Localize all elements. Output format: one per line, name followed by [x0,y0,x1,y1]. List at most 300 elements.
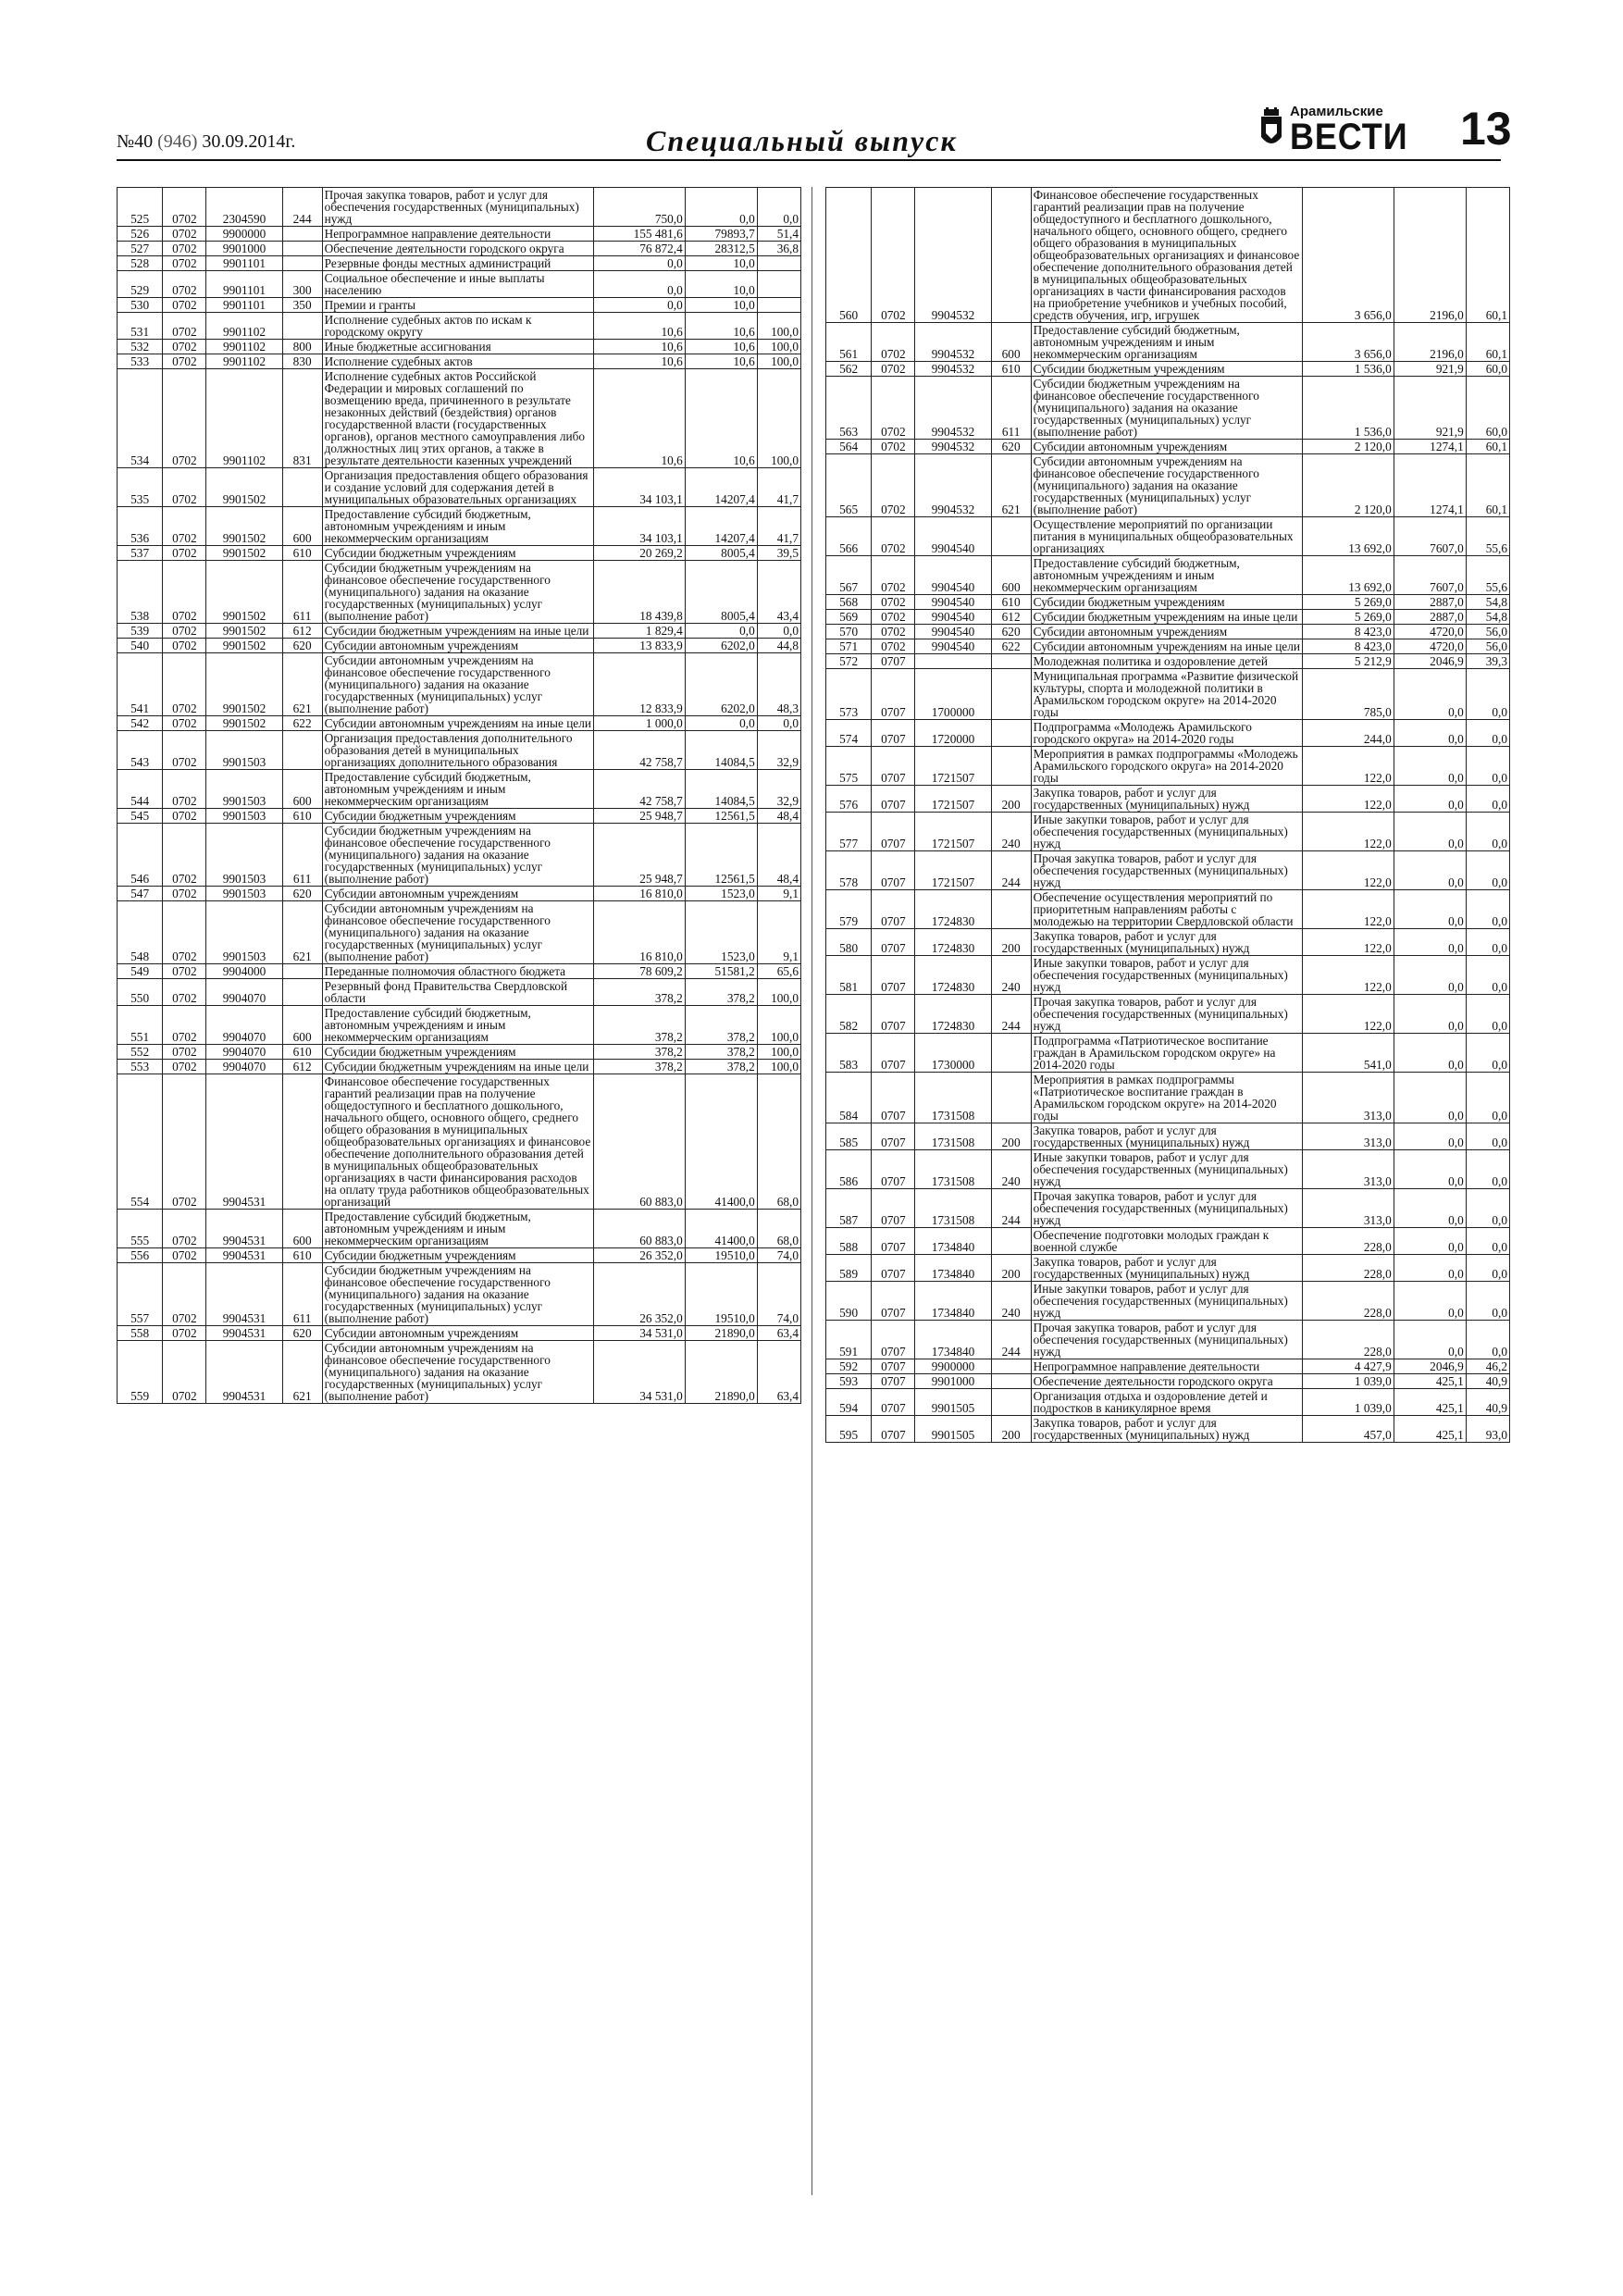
table-row [826,1034,1510,1073]
expense-type: 244 [991,1321,1031,1359]
plan-amount: 0,0 [594,256,686,271]
plan-amount: 34 531,0 [594,1326,686,1341]
table-row [118,639,801,653]
target-code: 9904532 [915,362,991,377]
table-row [826,720,1510,747]
execution-percent: 0,0 [1466,1073,1509,1123]
row-number: 558 [118,1326,163,1341]
table-row [826,747,1510,786]
item-name: Закупка товаров, работ и услуг для государственных (муниципальных) нужд [1031,786,1303,813]
executed-amount: 2196,0 [1394,188,1466,323]
row-number: 574 [826,720,872,747]
expense-type: 610 [282,546,322,561]
target-code: 9901503 [206,824,282,887]
item-name: Прочая закупка товаров, работ и услуг для обеспечения государственных (муниципальных) нужд [1031,995,1303,1034]
section-code: 0702 [163,1060,206,1074]
table-row [118,901,801,964]
item-name: Субсидии автономным учреждениям [1031,625,1303,639]
expense-type: 200 [991,1123,1031,1150]
section-code: 0702 [872,188,915,323]
expense-type [991,1228,1031,1255]
executed-amount: 14207,4 [685,507,757,546]
section-code: 0707 [872,786,915,813]
execution-percent: 40,9 [1466,1389,1509,1416]
execution-percent: 0,0 [1466,669,1509,720]
plan-amount: 5 212,9 [1303,654,1394,669]
item-name: Резервный фонд Правительства Свердловской области [322,979,594,1006]
item-name: Муниципальная программа «Развитие физической культуры, спорта и молодежной политики в Арамильском городском округе» на 2014-2020 годы [1031,669,1303,720]
target-code: 9904540 [915,639,991,654]
table-row [118,770,801,809]
target-code: 1734840 [915,1228,991,1255]
execution-percent: 0,0 [1466,786,1509,813]
executed-amount: 10,0 [685,298,757,313]
expense-type: 240 [991,956,1031,995]
row-number: 533 [118,354,163,369]
expense-type [282,313,322,340]
section-code: 0702 [163,639,206,653]
executed-amount: 4720,0 [1394,639,1466,654]
row-number: 531 [118,313,163,340]
left-column [117,187,801,1404]
execution-percent: 60,0 [1466,362,1509,377]
row-number: 546 [118,824,163,887]
target-code: 9901503 [206,809,282,824]
execution-percent: 60,1 [1466,188,1509,323]
executed-amount: 79893,7 [685,227,757,242]
item-name: Премии и гранты [322,298,594,313]
execution-percent: 32,9 [757,731,800,770]
executed-amount: 0,0 [1394,1150,1466,1189]
target-code: 9904540 [915,610,991,625]
item-name: Социальное обеспечение и иные выплаты населению [322,271,594,298]
execution-percent: 68,0 [757,1210,800,1248]
expense-type: 830 [282,354,322,369]
row-number: 577 [826,813,872,851]
row-number: 555 [118,1210,163,1248]
row-number: 560 [826,188,872,323]
executed-amount: 19510,0 [685,1263,757,1326]
executed-amount: 14084,5 [685,770,757,809]
row-number: 532 [118,340,163,354]
target-code: 1724830 [915,929,991,956]
executed-amount: 378,2 [685,1006,757,1045]
item-name: Субсидии бюджетным учреждениям на финансовое обеспечение государственного (муниципального) задания на оказание государственных (муниципальных) услуг (выполнение работ) [1031,377,1303,440]
table-row [826,1389,1510,1416]
execution-percent: 60,1 [1466,440,1509,454]
row-number: 591 [826,1321,872,1359]
row-number: 592 [826,1359,872,1374]
item-name: Иные закупки товаров, работ и услуг для обеспечения государственных (муниципальных) нужд [1031,1282,1303,1321]
expense-type [282,979,322,1006]
expense-type: 612 [282,624,322,639]
section-code: 0702 [163,809,206,824]
executed-amount: 41400,0 [685,1074,757,1210]
execution-percent: 0,0 [1466,1255,1509,1282]
execution-percent: 54,8 [1466,595,1509,610]
target-code: 1731508 [915,1189,991,1228]
expense-type [991,890,1031,929]
row-number: 587 [826,1189,872,1228]
plan-amount: 18 439,8 [594,561,686,624]
plan-amount: 155 481,6 [594,227,686,242]
section-code: 0702 [163,188,206,227]
plan-amount: 1 829,4 [594,624,686,639]
plan-amount: 34 103,1 [594,468,686,507]
target-code: 9901502 [206,468,282,507]
executed-amount: 12561,5 [685,809,757,824]
section-code: 0702 [163,256,206,271]
executed-amount: 0,0 [1394,669,1466,720]
execution-percent [757,298,800,313]
expense-type: 200 [991,1416,1031,1443]
plan-amount: 122,0 [1303,813,1394,851]
table-row [118,313,801,340]
plan-amount: 42 758,7 [594,731,686,770]
plan-amount: 2 120,0 [1303,440,1394,454]
row-number: 538 [118,561,163,624]
executed-amount: 14207,4 [685,468,757,507]
table-row [826,454,1510,517]
section-code: 0702 [163,1074,206,1210]
target-code: 9901502 [206,546,282,561]
executed-amount: 19510,0 [685,1248,757,1263]
execution-percent: 41,7 [757,468,800,507]
expense-type: 610 [282,1248,322,1263]
table-row [826,517,1510,556]
item-name: Обеспечение осуществления мероприятий по приоритетным направлениям работы с молодежью на территории Свердловской области [1031,890,1303,929]
section-code: 0707 [872,1150,915,1189]
page-number: 13 [1460,103,1512,155]
execution-percent: 0,0 [1466,995,1509,1034]
plan-amount: 457,0 [1303,1416,1394,1443]
expense-type: 800 [282,340,322,354]
execution-percent: 48,3 [757,653,800,716]
item-name: Закупка товаров, работ и услуг для государственных (муниципальных) нужд [1031,929,1303,956]
row-number: 534 [118,369,163,468]
item-name: Мероприятия в рамках подпрограммы «Молодежь Арамильского городского округа» на 2014-2020 годы [1031,747,1303,786]
row-number: 557 [118,1263,163,1326]
target-code: 1731508 [915,1073,991,1123]
row-number: 535 [118,468,163,507]
table-row [826,1416,1510,1443]
plan-amount: 5 269,0 [1303,610,1394,625]
item-name: Предоставление субсидий бюджетным, автономным учреждениям и иным некоммерческим организациям [1031,323,1303,362]
section-code: 0702 [872,454,915,517]
plan-amount: 228,0 [1303,1228,1394,1255]
item-name: Осуществление мероприятий по организации питания в муниципальных общеобразовательных организациях [1031,517,1303,556]
plan-amount: 313,0 [1303,1150,1394,1189]
target-code: 9901505 [915,1416,991,1443]
execution-percent: 0,0 [1466,1228,1509,1255]
target-code: 9901102 [206,354,282,369]
target-code: 9901101 [206,271,282,298]
expense-type [282,964,322,979]
table-row [826,929,1510,956]
plan-amount: 10,6 [594,354,686,369]
logo-big-text: ВЕСТИ [1290,117,1408,157]
execution-percent: 48,4 [757,824,800,887]
target-code: 1724830 [915,956,991,995]
row-number: 527 [118,242,163,256]
row-number: 573 [826,669,872,720]
plan-amount: 541,0 [1303,1034,1394,1073]
executed-amount: 0,0 [1394,1073,1466,1123]
executed-amount: 2887,0 [1394,610,1466,625]
target-code: 1734840 [915,1321,991,1359]
expense-type: 600 [991,323,1031,362]
issue-number: №40 [117,131,154,152]
table-row [118,468,801,507]
executed-amount: 8005,4 [685,546,757,561]
executed-amount: 10,0 [685,256,757,271]
execution-percent: 60,1 [1466,454,1509,517]
execution-percent: 41,7 [757,507,800,546]
executed-amount: 1274,1 [1394,454,1466,517]
executed-amount: 6202,0 [685,653,757,716]
row-number: 563 [826,377,872,440]
execution-percent: 0,0 [1466,1189,1509,1228]
plan-amount: 122,0 [1303,851,1394,890]
item-name: Исполнение судебных актов Российской Федерации и мировых соглашений по возмещению вреда, причиненного в результате незаконных действий (бездействия) органов государственной власти (государственных органов), органов местного самоуправления либо должностных лиц этих органов, а также в результате деятельности казенных учреждений [322,369,594,468]
execution-percent: 100,0 [757,1006,800,1045]
execution-percent: 0,0 [1466,956,1509,995]
target-code: 9901503 [206,901,282,964]
execution-percent: 44,8 [757,639,800,653]
plan-amount: 42 758,7 [594,770,686,809]
row-number: 544 [118,770,163,809]
target-code: 9904532 [915,440,991,454]
expense-type [991,1359,1031,1374]
execution-percent: 100,0 [757,354,800,369]
execution-percent: 54,8 [1466,610,1509,625]
target-code: 9904531 [206,1341,282,1404]
plan-amount: 10,6 [594,369,686,468]
item-name: Прочая закупка товаров, работ и услуг для обеспечения государственных (муниципальных) нужд [1031,1321,1303,1359]
row-number: 550 [118,979,163,1006]
item-name: Субсидии бюджетным учреждениям [322,1248,594,1263]
expense-type [282,256,322,271]
table-row [826,625,1510,639]
section-code: 0702 [163,369,206,468]
plan-amount: 785,0 [1303,669,1394,720]
plan-amount: 122,0 [1303,995,1394,1034]
table-row [826,362,1510,377]
table-row [118,653,801,716]
target-code: 9901503 [206,887,282,901]
expense-type: 620 [282,887,322,901]
executed-amount: 0,0 [1394,1189,1466,1228]
item-name: Обеспечение подготовки молодых граждан к военной службе [1031,1228,1303,1255]
item-name: Субсидии бюджетным учреждениям [1031,362,1303,377]
expense-type [282,1074,322,1210]
expense-type: 240 [991,1150,1031,1189]
expense-type [991,654,1031,669]
section-code: 0702 [163,1341,206,1404]
target-code: 9904532 [915,188,991,323]
execution-percent: 0,0 [757,624,800,639]
plan-amount: 76 872,4 [594,242,686,256]
execution-percent: 0,0 [1466,1123,1509,1150]
item-name: Предоставление субсидий бюджетным, автономным учреждениям и иным некоммерческим организациям [322,1006,594,1045]
execution-percent: 36,8 [757,242,800,256]
target-code: 9904540 [915,625,991,639]
row-number: 559 [118,1341,163,1404]
item-name: Организация предоставления общего образования и создание условий для содержания детей в муниципальных образовательных организациях [322,468,594,507]
execution-percent [757,256,800,271]
execution-percent: 0,0 [1466,890,1509,929]
row-number: 528 [118,256,163,271]
table-row [118,1248,801,1263]
expense-type: 620 [282,639,322,653]
table-row [826,1282,1510,1321]
plan-amount: 244,0 [1303,720,1394,747]
item-name: Субсидии автономным учреждениям [322,887,594,901]
expense-type: 620 [991,440,1031,454]
item-name: Субсидии бюджетным учреждениям на иные цели [322,1060,594,1074]
target-code: 9901000 [206,242,282,256]
plan-amount: 313,0 [1303,1123,1394,1150]
expense-type [282,468,322,507]
section-code: 0707 [872,1034,915,1073]
plan-amount: 122,0 [1303,890,1394,929]
item-name: Прочая закупка товаров, работ и услуг для обеспечения государственных (муниципальных) нужд [322,188,594,227]
plan-amount: 122,0 [1303,929,1394,956]
executed-amount: 0,0 [1394,1282,1466,1321]
row-number: 551 [118,1006,163,1045]
row-number: 537 [118,546,163,561]
execution-percent: 60,0 [1466,377,1509,440]
page-header [117,102,1523,165]
plan-amount: 16 810,0 [594,901,686,964]
row-number: 583 [826,1034,872,1073]
row-number: 580 [826,929,872,956]
expense-type [282,242,322,256]
table-row [826,851,1510,890]
expense-type: 611 [282,1263,322,1326]
executed-amount: 21890,0 [685,1326,757,1341]
table-row [118,188,801,227]
row-number: 593 [826,1374,872,1389]
item-name: Прочая закупка товаров, работ и услуг для обеспечения государственных (муниципальных) нужд [1031,1189,1303,1228]
expense-type: 244 [282,188,322,227]
expense-type [282,731,322,770]
execution-percent: 0,0 [1466,1321,1509,1359]
expense-type: 600 [282,507,322,546]
execution-percent: 100,0 [757,340,800,354]
target-code: 9904531 [206,1210,282,1248]
section-code: 0702 [163,561,206,624]
executed-amount: 1274,1 [1394,440,1466,454]
item-name: Субсидии бюджетным учреждениям на финансовое обеспечение государственного (муниципального) задания на оказание государственных (муниципальных) услуг (выполнение работ) [322,1263,594,1326]
table-row [118,964,801,979]
executed-amount: 10,6 [685,313,757,340]
section-code: 0702 [872,556,915,595]
section-code: 0702 [163,624,206,639]
target-code: 9904532 [915,454,991,517]
expense-type: 612 [991,610,1031,625]
target-code: 9904532 [915,377,991,440]
target-code: 1730000 [915,1034,991,1073]
executed-amount: 10,6 [685,369,757,468]
execution-percent: 56,0 [1466,639,1509,654]
section-code: 0702 [163,298,206,313]
item-name: Субсидии автономным учреждениям на финансовое обеспечение государственного (муниципального) задания на оказание государственных (муниципальных) услуг (выполнение работ) [322,901,594,964]
section-code: 0702 [872,639,915,654]
row-number: 529 [118,271,163,298]
table-row [118,1045,801,1060]
executed-amount: 425,1 [1394,1416,1466,1443]
section-code: 0702 [163,1326,206,1341]
item-name: Предоставление субсидий бюджетным, автономным учреждениям и иным некоммерческим организациям [1031,556,1303,595]
executed-amount: 0,0 [685,624,757,639]
issue-line [117,131,295,153]
execution-percent: 51,4 [757,227,800,242]
executed-amount: 0,0 [1394,995,1466,1034]
executed-amount: 2196,0 [1394,323,1466,362]
plan-amount: 2 120,0 [1303,454,1394,517]
table-row [118,809,801,824]
execution-percent: 65,6 [757,964,800,979]
executed-amount: 12561,5 [685,824,757,887]
item-name: Субсидии бюджетным учреждениям [322,809,594,824]
execution-percent: 60,1 [1466,323,1509,362]
section-code: 0702 [163,546,206,561]
table-row [118,298,801,313]
target-code: 9904070 [206,1045,282,1060]
table-row [118,507,801,546]
item-name: Субсидии автономным учреждениям на иные цели [322,716,594,731]
executed-amount: 921,9 [1394,362,1466,377]
section-code: 0707 [872,720,915,747]
item-name: Мероприятия в рамках подпрограммы «Патриотическое воспитание граждан в Арамильском городском округе» на 2014-2020 годы [1031,1073,1303,1123]
item-name: Подпрограмма «Патриотическое воспитание граждан в Арамильском городском округе» на 2014-2020 годы [1031,1034,1303,1073]
target-code: 1731508 [915,1150,991,1189]
expense-type: 350 [282,298,322,313]
target-code: 1721507 [915,813,991,851]
item-name: Прочая закупка товаров, работ и услуг для обеспечения государственных (муниципальных) нужд [1031,851,1303,890]
item-name: Закупка товаров, работ и услуг для государственных (муниципальных) нужд [1031,1416,1303,1443]
expense-type: 622 [991,639,1031,654]
expense-type: 831 [282,369,322,468]
target-code: 9901502 [206,507,282,546]
target-code: 9901505 [915,1389,991,1416]
plan-amount: 313,0 [1303,1189,1394,1228]
section-code: 0702 [163,1263,206,1326]
expense-type: 621 [991,454,1031,517]
row-number: 588 [826,1228,872,1255]
section-code: 0702 [163,770,206,809]
table-row [826,1255,1510,1282]
row-number: 582 [826,995,872,1034]
section-code: 0702 [163,716,206,731]
target-code [915,654,991,669]
plan-amount: 313,0 [1303,1073,1394,1123]
row-number: 552 [118,1045,163,1060]
plan-amount: 1 536,0 [1303,362,1394,377]
row-number: 566 [826,517,872,556]
target-code: 9901102 [206,313,282,340]
table-row [826,813,1510,851]
plan-amount: 750,0 [594,188,686,227]
section-code: 0707 [872,1321,915,1359]
row-number: 541 [118,653,163,716]
expense-type: 611 [282,561,322,624]
executed-amount: 2887,0 [1394,595,1466,610]
section-code: 0707 [872,1389,915,1416]
section-code: 0702 [872,440,915,454]
execution-percent: 0,0 [1466,813,1509,851]
